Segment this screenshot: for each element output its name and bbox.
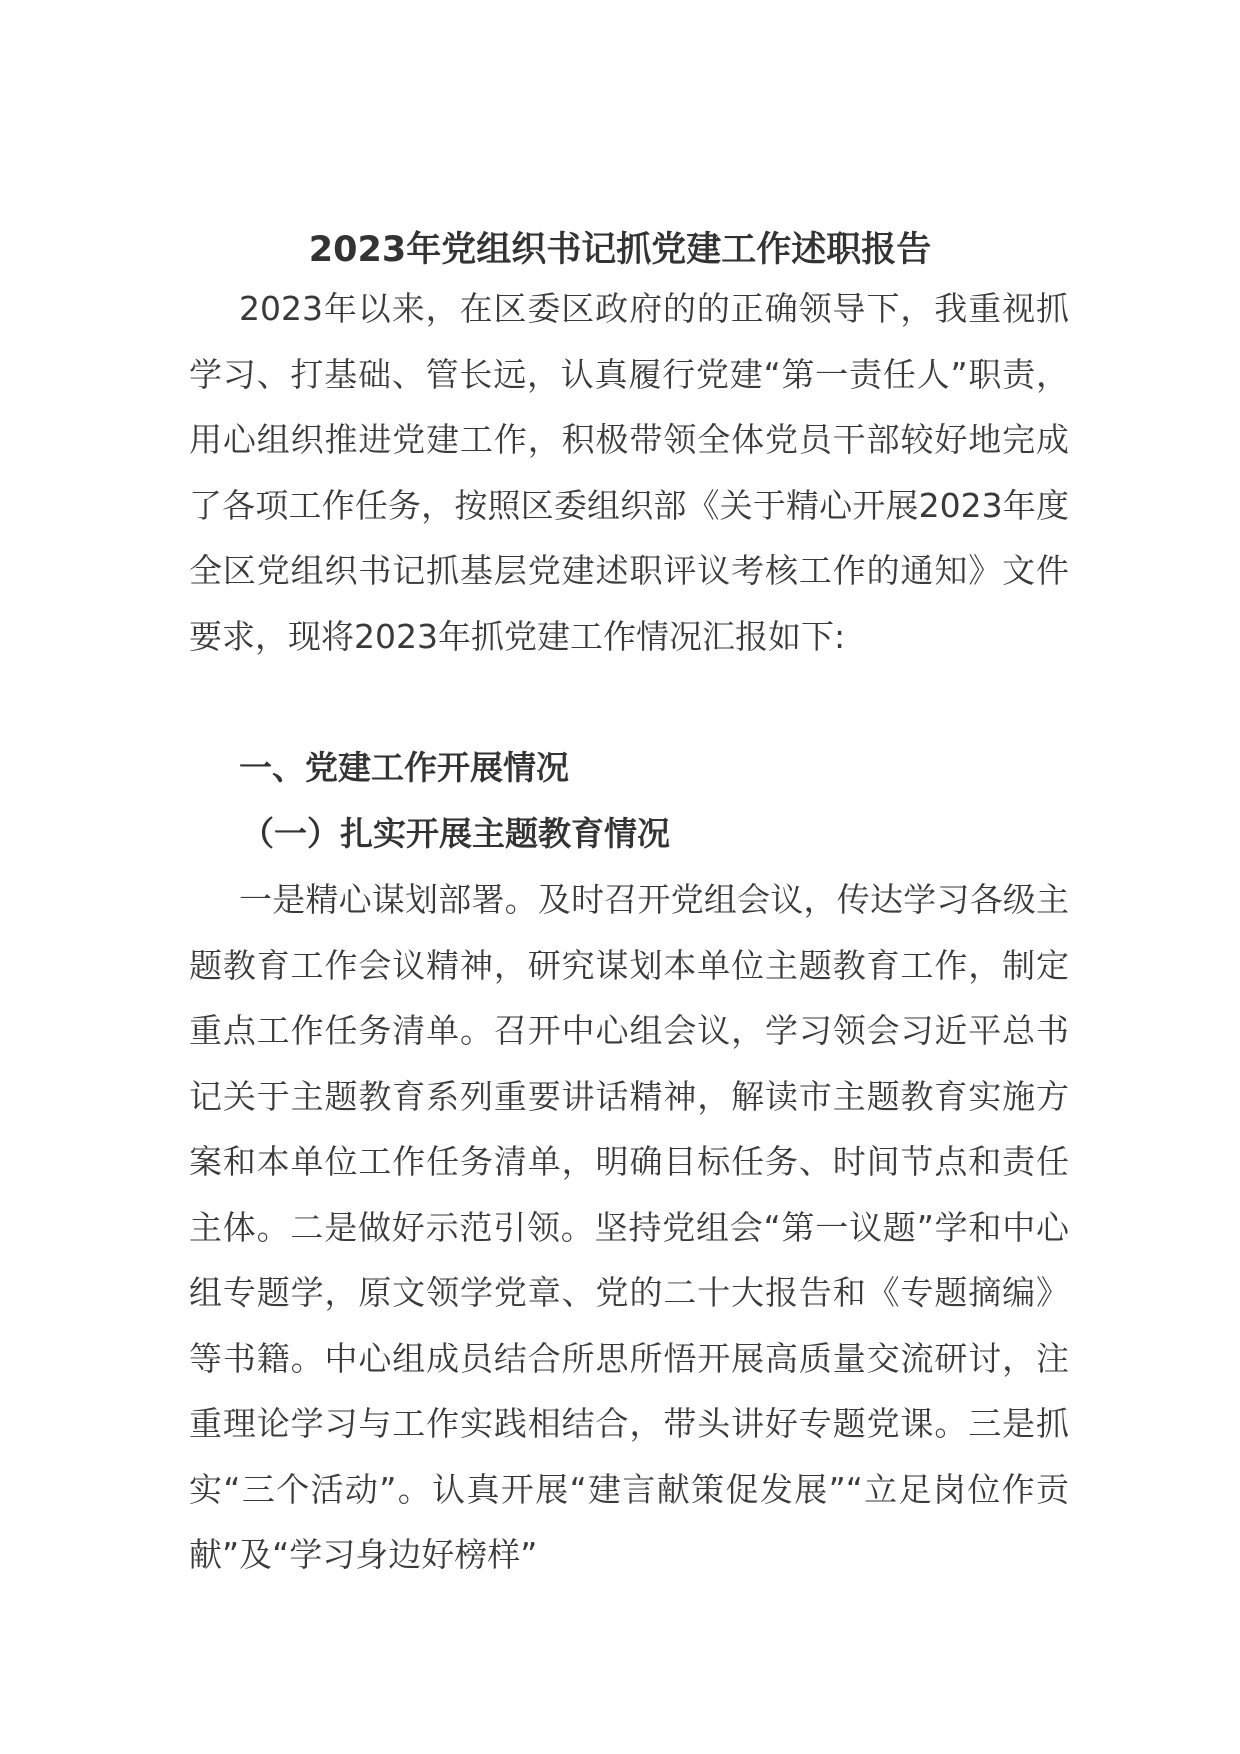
intro-paragraph: 2023年以来，在区委区政府的的正确领导下，我重视抓学习、打基础、管长远，认真履行党建“第一责任人”职责，用心组织推进党建工作，积极带领全体党员干部较好地完成了各项工作任务，按照区委组织部《关于精心开展2023年度全区党组织书记抓基层党建述职评议考核工作的通知》文件要求，现将2023年抓党建工作情况汇报如下:: [189, 289, 1069, 656]
body-paragraph: 一是精心谋划部署。及时召开党组会议，传达学习各级主题教育工作会议精神，研究谋划本单位主题教育工作，制定重点工作任务清单。召开中心组会议，学习领会习近平总书记关于主题教育系列重要讲话精神，解读市主题教育实施方案和本单位工作任务清单，明确目标任务、时间节点和责任主体。二是做好示范引领。坚持党组会“第一议题”学和中心组专题学，原文领学党章、党的二十大报告和《专题摘编》等书籍。中心组成员结合所思所悟开展高质量交流研讨，注重理论学习与工作实践相结合，带头讲好专题党课。三是抓实“三个活动”。认真开展“建言献策促发展”“立足岗位作贡献”及“学习身边好榜样”: [189, 880, 1069, 1574]
document-title: 2023年党组织书记抓党建工作述职报告: [308, 230, 932, 271]
section-heading: 一、党建工作开展情况: [239, 748, 569, 787]
subsection-heading: （一）扎实开展主题教育情况: [241, 814, 670, 853]
